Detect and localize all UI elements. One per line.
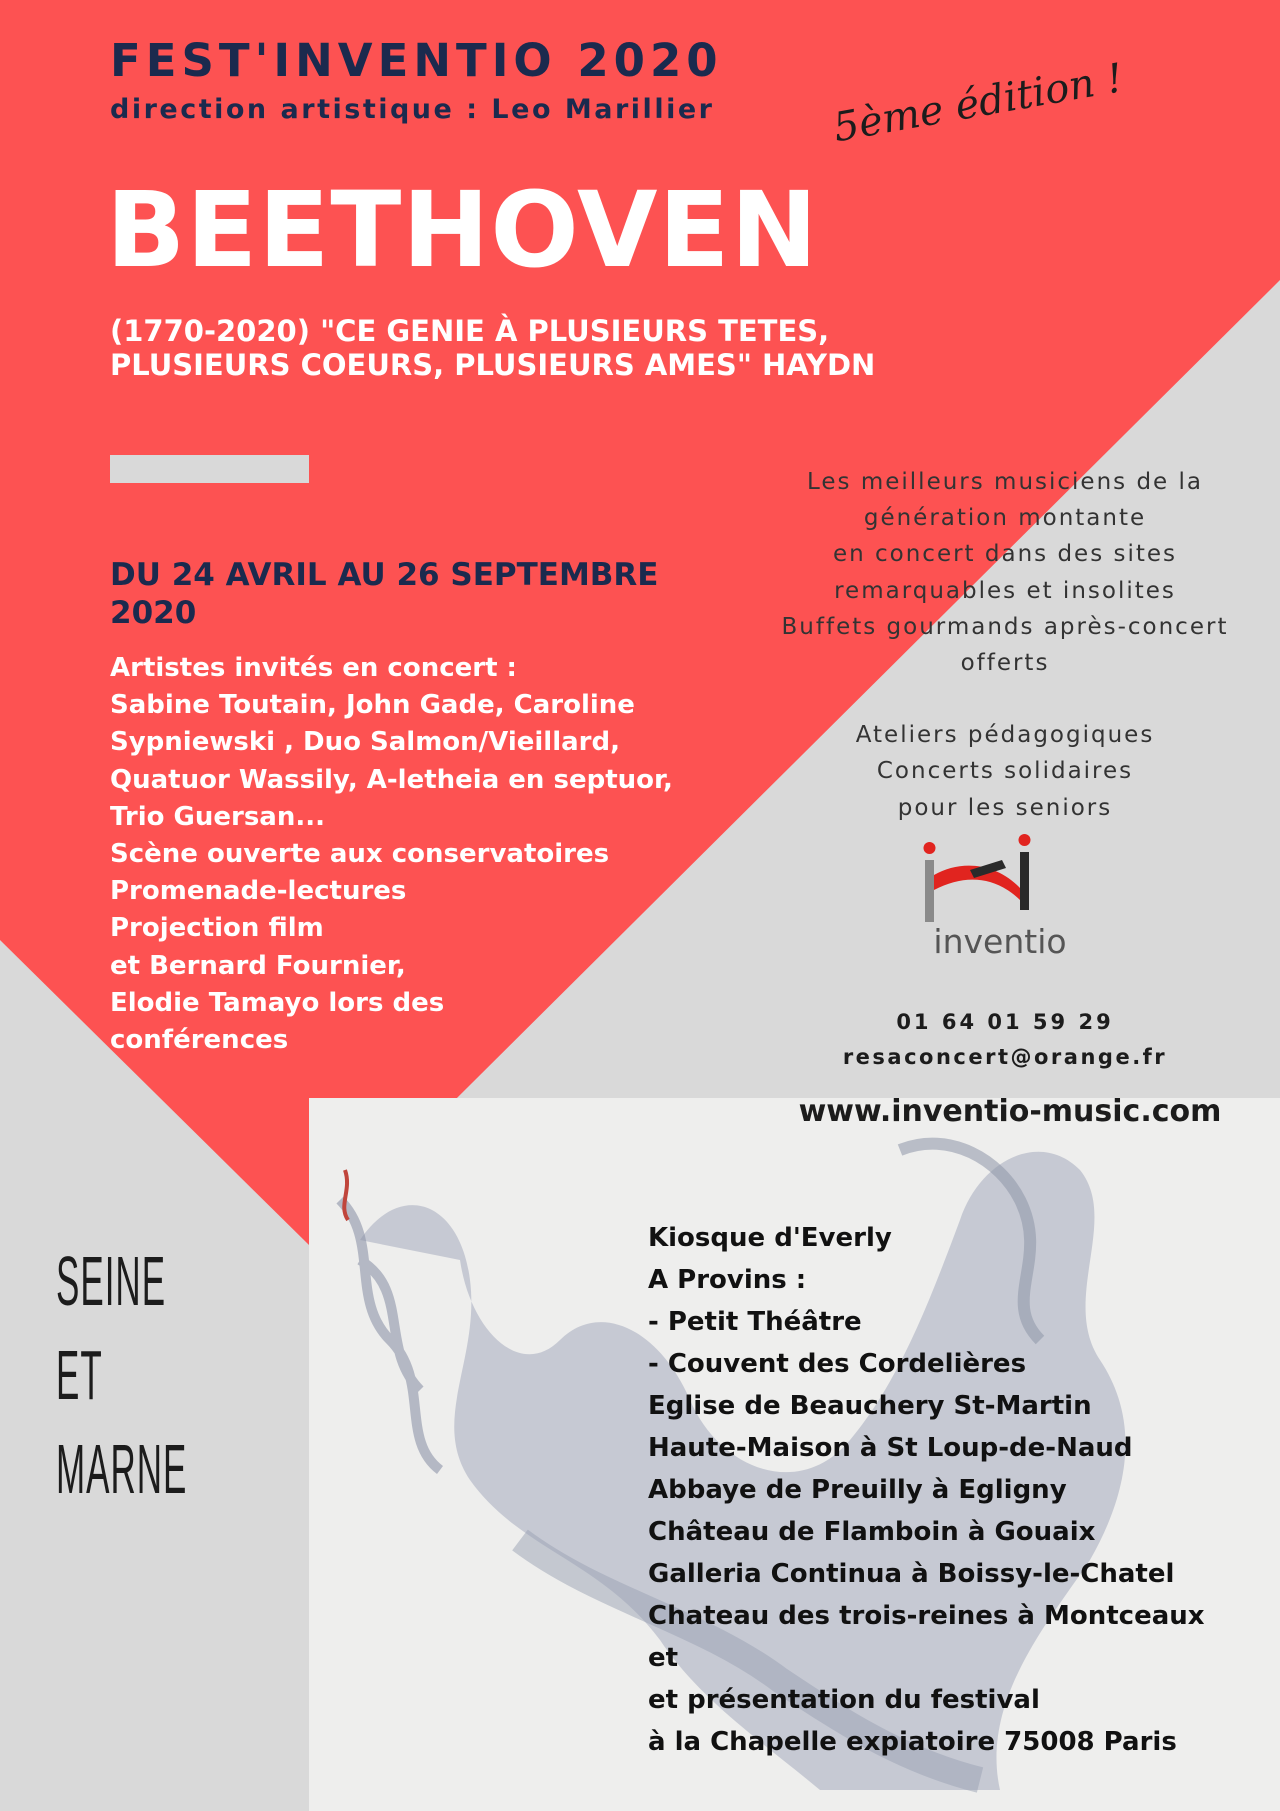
artists-line: Promenade-lectures bbox=[110, 876, 407, 907]
subtitle-quote bbox=[110, 314, 910, 382]
venue-line: Galleria Continua à Boissy-le-Chatel bbox=[648, 1559, 1175, 1589]
venue-line: Kiosque d'Everly bbox=[648, 1223, 892, 1253]
region-line: MARNE bbox=[56, 1430, 188, 1508]
region-line: SEINE bbox=[56, 1242, 167, 1320]
highlight-line: en concert dans des sites bbox=[832, 541, 1178, 568]
inventio-logo-text: inventio bbox=[933, 922, 1067, 961]
venue-line: et présentation du festival bbox=[648, 1685, 1040, 1715]
artists-line: Quatuor Wassily, A-letheia en septuor, bbox=[110, 764, 673, 795]
highlight-line: pour les seniors bbox=[897, 794, 1113, 821]
contact-email[interactable]: resaconcert@orange.fr bbox=[842, 1045, 1168, 1069]
artists-line: conférences bbox=[110, 1025, 289, 1056]
decorative-bar bbox=[110, 455, 309, 483]
festival-dates bbox=[110, 556, 730, 632]
dates-line: 2020 bbox=[110, 595, 197, 631]
artists-line: Trio Guersan... bbox=[110, 801, 325, 832]
venue-line: A Provins : bbox=[648, 1265, 807, 1295]
artists-line: Scène ouverte aux conservatoires bbox=[110, 839, 610, 870]
artists-line: Sabine Toutain, John Gade, Caroline bbox=[110, 690, 635, 721]
venue-line: Haute-Maison à St Loup-de-Naud bbox=[648, 1433, 1133, 1463]
artists-line: Projection film bbox=[110, 913, 324, 944]
highlight-line: offerts bbox=[960, 650, 1050, 677]
highlight-line: remarquables et insolites bbox=[834, 577, 1176, 604]
region-line: ET bbox=[56, 1336, 103, 1414]
highlight-line: Ateliers pédagogiques bbox=[855, 722, 1155, 749]
venue-line: Abbaye de Preuilly à Egligny bbox=[648, 1475, 1067, 1505]
highlight-spacer bbox=[740, 681, 1270, 717]
dates-line: DU 24 AVRIL AU 26 SEPTEMBRE bbox=[110, 557, 659, 593]
venue-line: à la Chapelle expiatoire 75008 Paris bbox=[648, 1727, 1177, 1757]
venue-line: - Couvent des Cordelières bbox=[648, 1349, 1027, 1379]
artistic-direction: direction artistique : Leo Marillier bbox=[110, 94, 715, 125]
artists-list bbox=[110, 650, 730, 1059]
artists-line: et Bernard Fournier, bbox=[110, 950, 406, 981]
venues-list bbox=[648, 1217, 1268, 1763]
contact-website[interactable]: www.inventio-music.com bbox=[798, 1094, 1222, 1129]
highlight-line: Buffets gourmands après-concert bbox=[781, 613, 1229, 640]
main-title: BEETHOVEN bbox=[106, 169, 819, 291]
highlight-line: génération montante bbox=[863, 505, 1147, 532]
venue-line: Château de Flamboin à Gouaix bbox=[648, 1517, 1096, 1547]
artists-line: Elodie Tamayo lors des bbox=[110, 987, 445, 1018]
edition-handwritten: 5ème édition ! bbox=[830, 55, 1127, 152]
festival-highlights bbox=[740, 464, 1270, 826]
artists-line: Sypniewski , Duo Salmon/Vieillard, bbox=[110, 727, 620, 758]
festival-title: FEST'INVENTIO 2020 bbox=[110, 34, 723, 87]
venue-line: - Petit Théâtre bbox=[648, 1307, 862, 1337]
subtitle-line: PLUSIEURS COEURS, PLUSIEURS AMES" HAYDN bbox=[110, 348, 876, 382]
highlight-line: Concerts solidaires bbox=[876, 758, 1134, 785]
region-name bbox=[56, 1234, 187, 1516]
venue-line: Eglise de Beauchery St-Martin bbox=[648, 1391, 1092, 1421]
venue-line: Chateau des trois-reines à Montceaux bbox=[648, 1601, 1205, 1631]
subtitle-line: (1770-2020) "CE GENIE À PLUSIEURS TETES, bbox=[110, 314, 830, 348]
highlight-line: Les meilleurs musiciens de la bbox=[806, 469, 1203, 495]
venue-line: et bbox=[648, 1643, 679, 1673]
inventio-logo-icon bbox=[910, 830, 1050, 930]
contact-phone[interactable]: 01 64 01 59 29 bbox=[896, 1010, 1114, 1034]
artists-line: Artistes invités en concert : bbox=[110, 653, 517, 683]
